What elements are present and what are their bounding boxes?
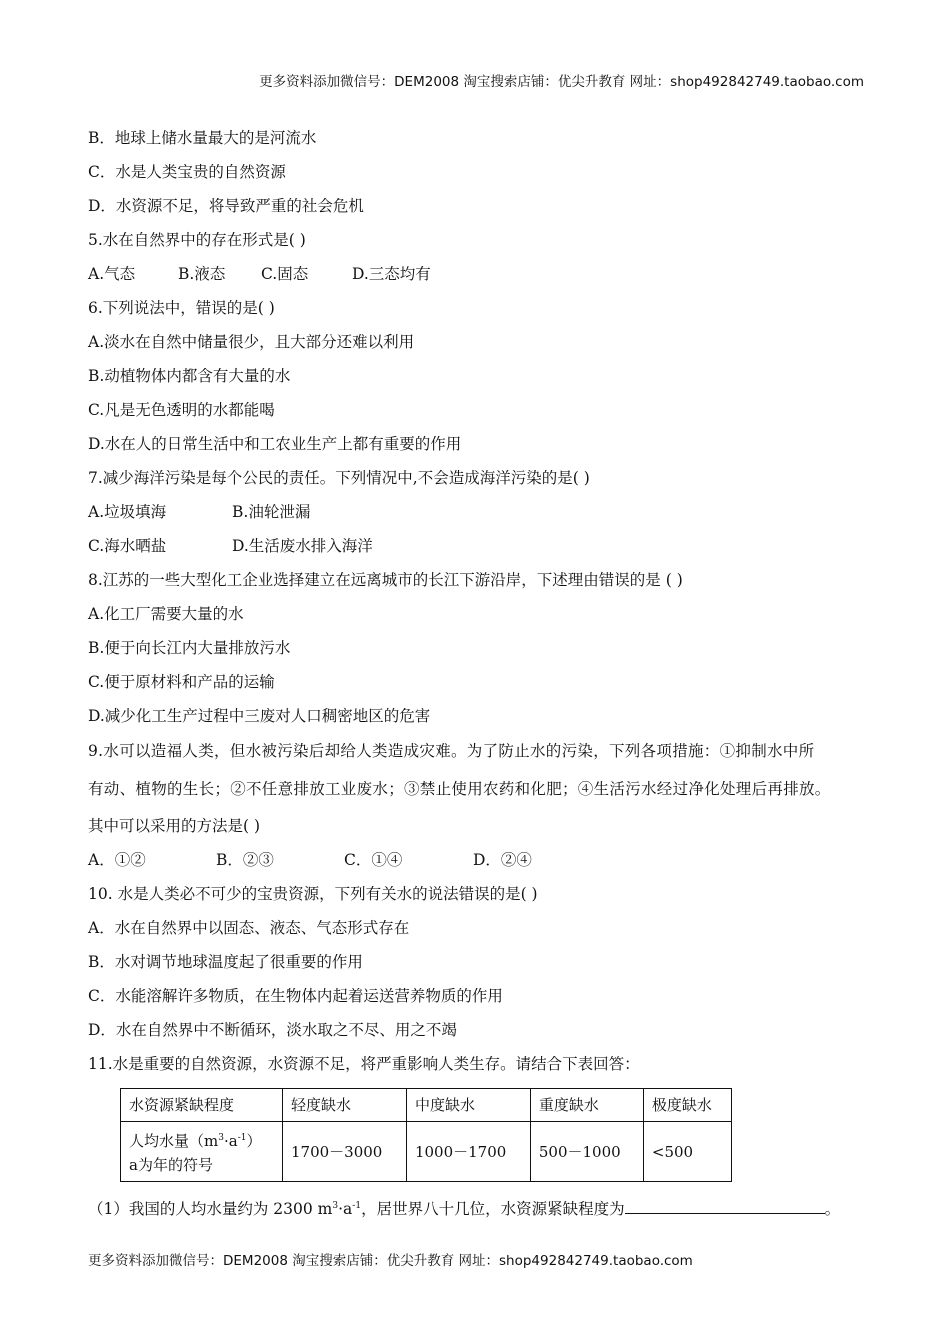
year-note: a为年的符号 [129,1156,213,1174]
q10-stem: 10. 水是人类必不可少的宝贵资源，下列有关水的说法错误的是( ) [88,885,538,903]
q6-stem: 6.下列说法中，错误的是( ) [88,299,275,317]
q10-option-c: C．水能溶解许多物质，在生物体内起着运送营养物质的作用 [88,987,503,1005]
table-cell: 重度缺水 [530,1089,643,1122]
q6-option-d: D.水在人的日常生活中和工农业生产上都有重要的作用 [88,435,462,453]
table-cell: 中度缺水 [406,1089,530,1122]
q4-option-c: C．水是人类宝贵的自然资源 [88,163,286,181]
q9-option-a: A．①② [88,851,146,869]
table-cell [121,1122,283,1182]
q4-option-d: D．水资源不足，将导致严重的社会危机 [88,197,364,215]
q4-option-b: B．地球上储水量最大的是河流水 [88,129,317,147]
q10-option-a: A．水在自然界中以固态、液态、气态形式存在 [88,919,410,937]
q6-option-c: C.凡是无色透明的水都能喝 [88,401,275,419]
q8-option-c: C.便于原材料和产品的运输 [88,673,275,691]
table-cell: <500 [643,1122,731,1182]
q10-option-d: D．水在自然界中不断循环，淡水取之不尽、用之不竭 [88,1021,457,1039]
q8-option-b: B.便于向长江内大量排放污水 [88,639,291,657]
q8-option-d: D.减少化工生产过程中三废对人口稠密地区的危害 [88,707,431,725]
q11-sub1: （1）我国的人均水量约为 2300 $m^3\cdot a^{-1}$，居世界八十几位，水资源紧缺程度为 。 [88,1200,841,1219]
table-cell: 极度缺水 [643,1089,731,1122]
q10-option-b: B．水对调节地球温度起了很重要的作用 [88,953,363,971]
table-row [121,1089,732,1122]
per-capita-label: 人均水量$(m^3\cdot a^{-1})$ [129,1132,262,1150]
q6-option-b: B.动植物体内都含有大量的水 [88,367,291,385]
q8-stem: 8.江苏的一些大型化工企业选择建立在远离城市的长江下游沿岸，下述理由错误的是 ( ) [88,571,683,589]
page-footer: 更多资料添加微信号：DEM2008 淘宝搜索店铺：优尖升教育 网址：shop492842749.taobao.com [88,1253,693,1269]
answer-blank[interactable] [625,1199,825,1214]
table-cell: 1700－3000 [283,1122,407,1182]
q7-option-d: D.生活废水排入海洋 [232,537,373,555]
q7-option-c: C.海水晒盐 [88,537,167,555]
q5-option-a: A.气态 [88,265,136,283]
table-cell: 1000－1700 [406,1122,530,1182]
q11-stem: 11.水是重要的自然资源，水资源不足，将严重影响人类生存。请结合下表回答： [88,1055,640,1073]
q8-option-a: A.化工厂需要大量的水 [88,605,244,623]
q5-stem: 5.水在自然界中的存在形式是( ) [88,231,306,249]
q9-line1: 9.水可以造福人类，但水被污染后却给人类造成灾难。为了防止水的污染，下列各项措施：①抑制水中所 [88,742,815,760]
water-scarcity-table [120,1088,732,1182]
q7-stem: 7.减少海洋污染是每个公民的责任。下列情况中,不会造成海洋污染的是( ) [88,469,590,487]
table-cell: 水资源紧缺程度 [121,1089,283,1122]
q9-option-d: D．②④ [473,851,532,869]
q5-options [88,264,431,284]
q5-option-d: D.三态均有 [352,265,431,283]
table-row [121,1122,732,1182]
q7-options-row2 [88,536,373,556]
q9-option-c: C．①④ [344,851,403,869]
q7-option-a: A.垃圾填海 [88,503,167,521]
q9-options [88,850,532,870]
table-cell: 500－1000 [530,1122,643,1182]
q5-option-c: C.固态 [261,265,309,283]
page-header: 更多资料添加微信号：DEM2008 淘宝搜索店铺：优尖升教育 网址：shop492842749.taobao.com [259,74,864,90]
q7-option-b: B.油轮泄漏 [232,503,311,521]
q9-line2: 有动、植物的生长；②不任意排放工业废水；③禁止使用农药和化肥；④生活污水经过净化处理后再排放。 [88,780,831,798]
q6-option-a: A.淡水在自然中储量很少，且大部分还难以利用 [88,333,415,351]
q5-option-b: B.液态 [178,265,226,283]
q7-options-row1 [88,502,310,522]
table-cell: 轻度缺水 [283,1089,407,1122]
q9-line3: 其中可以采用的方法是( ) [88,817,261,835]
q9-option-b: B．②③ [216,851,274,869]
